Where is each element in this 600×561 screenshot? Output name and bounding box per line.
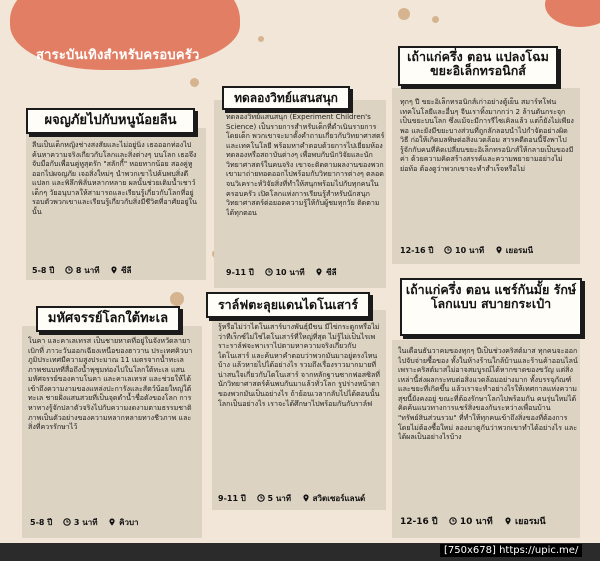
country: คิวบา: [119, 518, 139, 527]
decor-dot: [190, 78, 199, 87]
program-title: ผจญภัยไปกับหนูน้อยลีน: [26, 108, 195, 134]
program-description: ในเดือนธันวาคมของทุกๆ ปีเป็นช่วงคริสต์มาส ทุกคนจะออกไปจับจ่ายซื้อของ ทั้งในห้างร้านใกล้บ้านและร้านค้าออนไลน์ เพราะคริสต์มาสไม่อาจสมบูรณ์ได้หากขาดของขวัญ แต่สิ่งเหล่านี้ส่งผลกระทบต่อสิ่งแวดล้อมอย่างมาก ทั้งบรรจุภัณฑ์และขยะที่เกิดขึ้น แล้วเราจะทำอย่างไรให้เทศกาลแห่งความสุขนี้ยังคงอยู่ ขณะที่ต้องรักษาโลกไปพร้อมกัน คนรุ่นใหม่ได้คิดค้นแนวทางการแชร์สิ่งของกันระหว่างเพื่อนบ้าน "ทรัพย์สินส่วนรวม" ที่ทำให้ทุกคนเข้าถึงสิ่งของที่ต้องการโดยไม่ต้องซื้อใหม่ ลองมาดูกันว่าพวกเขาทำได้อย่างไร และได้ผลเป็นอย่างไรบ้าง: [398, 346, 578, 442]
program-title: มหัศจรรย์โลกใต้ทะเล: [36, 306, 180, 332]
age-range: 9-11 ปี: [226, 268, 254, 277]
age-range: 5-8 ปี: [30, 518, 53, 527]
location-pin-icon: [302, 494, 310, 502]
clock-icon: [444, 246, 452, 254]
duration: 10 นาที: [455, 246, 485, 255]
location-pin-icon: [495, 246, 503, 254]
program-title: เถ้าแก่ครึ่ง ตอน แชร์กันมั้ย รักษ์โลกแบบ สบายกระเป๋า: [400, 278, 582, 336]
age-range: 12-16 ปี: [400, 517, 438, 527]
location-pin-icon: [110, 266, 118, 274]
age-range: 5-8 ปี: [32, 266, 55, 275]
country: เยอรมนี: [505, 246, 534, 255]
program-description: ลีนเป็นเด็กหญิงช่างสงสัยและไม่อยู่นิ่ง เธอออกท่องไปค้นหาความจริงเกี่ยวกับโลกและสิ่งต่างๆ บนโลก เธอจึงจับมือกับเพื่อนคู่หูสุดรัก "สลักกี้" หอยทากน้อย สองคู่หูออกไปผจญภัย เจอสิ่งใหม่ๆ นำพวกเขาไปค้นพบสิ่งดี แปลก และพิลึกพิลั่นหลากหลาย ผลนั้นช่วยเติมน้ำเชาว์เด็กๆ วัยอนุบาลให้สามารถและเรียนรู้เกี่ยวกับโลกที่อยู่รอบตัวพวกเขาและเรียนรู้เกี่ยวกับสิ่งมีชีวิตที่อาศัยอยู่ในนั้น: [32, 140, 197, 216]
program-meta: [226, 266, 337, 279]
country: เยอรมนี: [515, 517, 546, 527]
program-title: ทดลองวิทย์แสนสนุก: [222, 86, 350, 110]
clock-icon: [65, 266, 73, 274]
location-pin-icon: [108, 518, 116, 526]
age-range: 9-11 ปี: [218, 494, 246, 503]
program-meta: [400, 244, 533, 257]
location-pin-icon: [504, 517, 512, 525]
duration: 5 นาที: [267, 494, 292, 503]
decor-dot: [170, 292, 184, 306]
country: ซีลี: [326, 268, 337, 277]
program-title: ราล์ฟตะลุยแดนไดโนเสาร์: [206, 292, 370, 318]
duration: 10 นาที: [275, 268, 305, 277]
country: ซีลี: [121, 266, 132, 275]
decor-dot: [432, 16, 439, 23]
program-description: รู้หรือไม่ว่าไดโนเสาร์บางพันธุ์มีขน มีไข่กระดูกหรือไม่ว่าทีเร็กซ์ไม่ใช่ไดโนเสาร์ที่ใหญ่ที่สุด ไม่รู้ไม่เป็นไรเพราะราล์ฟจะพาเราไปตามหาความจริงเกี่ยวกับไดโนเสาร์ และค้นหาคำตอบว่าพวกมันมาอยู่ตรงไหนบ้าง แล้วหายไปได้อย่างไร รวมถึงเรื่องราวมากมายที่น่าสนใจเกี่ยวกับไดโนเสาร์ จากหลักฐานซากฟอสซิลที่นักวิทยาศาสตร์ค้นพบกันมาแล้วทั่วโลก รูปร่างหน้าตาของพวกมันเป็นอย่างไร ถ้าย้อนเวลากลับไปได้ตอนนั้นโลกเป็นอย่างไร เราจะได้ศึกษาไปพร้อมกันกับราล์ฟ: [218, 322, 380, 408]
clock-icon: [63, 518, 71, 526]
duration: 8 นาที: [75, 266, 100, 275]
program-meta: [400, 514, 546, 528]
page-title: สาระบันเทิงสำหรับครอบครัว: [36, 48, 200, 63]
clock-icon: [265, 268, 273, 276]
program-description: ทุกๆ ปี ขยะอิเล็กทรอนิกส์เก่าอย่างตู้เย็น สมาร์ทโฟน เทคโนโลยีและอื่นๆ จีนเราทิ้งมากกว่า 2 ล้านตันกระจุกเป็นขยะบนโลก ซึ่งแม้จะมีการรีไซเคิลแล้ว แต่ก็ยังไม่เพียงพอ และยังมีขยะบางส่วนที่ถูกลักลอบนำไปกำจัดอย่างผิดวิธี ก่อให้เกิดมลพิษต่อสิ่งแวดล้อม สารคดีตอนนี้จึงพาไปรู้จักกับคนที่คิดเปลี่ยนขยะอิเล็กทรอนิกส์ให้กลายเป็นของมีค่า ด้วยความคิดสร้างสรรค์และความพยายามอย่างไม่ย่อท้อ ต้องดูว่าพวกเขาจะทำสำเร็จหรือไม่: [400, 97, 574, 173]
duration: 10 นาที: [459, 517, 493, 527]
location-pin-icon: [315, 268, 323, 276]
duration: 3 นาที: [73, 518, 98, 527]
program-meta: [218, 492, 365, 505]
decor-dot: [258, 36, 264, 42]
program-meta: [32, 264, 131, 277]
program-meta: [30, 516, 139, 529]
clock-icon: [449, 517, 457, 525]
country: สวิตเซอร์แลนด์: [312, 494, 366, 503]
program-description: ทดลองวิทย์แสนสนุก (Experiment Children's Science) เป็นรายการสำหรับเด็กที่ดำเนินรายการโดยเด็ก พวกเขาจะมาตั้งคำถามเกี่ยวกับวิทยาศาสตร์และเทคโนโลยี พร้อมหาคำตอบด้วยการไปเยี่ยมห้องทดลองหรือสถาบันต่างๆ เพื่อพบกับนักวิจัยและนักวิทยาศาสตร์ในคนจริง เขาจะติดตามผลงานของพวกเขามาถ่ายทอดออกไปพร้อมกับวิทยาการต่างๆ ตลอดจนวิเคราะห์วิจัยสิ่งที่ทำให้สนุกพร้อมไปกับทุกคนในครอบครัว เปิดโลกแห่งการเรียนรู้สำหรับนักสนุกวิทยาศาสตร์ต่อยอดความรู้ให้กับผู้ชมทุกวัย ติดตามได้ทุกตอน: [226, 112, 385, 217]
program-description: โนคา และคาเลเทรส เป็นชายหาดที่อยู่ในจังหวัดลายาเบิกที่ ภาวะวันออกเฉียงเหนือของฮาวาน ประเทศคิวบา ภูมิประเทศมีความสูงประมาณ 11 เมตรจากน้ำทะเล ภาพชนบทที่สื่อถึงน้ำพุชุมท่องไปในโลกใต้ทะเล แสนมหัศจรรย์ของคาบโนคา และคาเลเทรส และช่วยให้ได้เข้าถึงความงามของแหล่งปะการังและสัตว์น้อยใหญ่ใต้ทะเล ชายฝั่งแสนสวยที่เป็นจุดดำน้ำชื่อดังของโลก การหาทางรู้จักปลาตัวจริงไปกับความงดงามตามธรรมชาติ ภาพเป็นตัวอย่างของความหลากหลายทางชีวภาพ และสิ่งที่ควรรักษาไว้: [28, 336, 193, 432]
age-range: 12-16 ปี: [400, 246, 434, 255]
image-watermark: [750x678] https://upic.me/: [440, 544, 582, 557]
corner-blob: [545, 0, 600, 27]
decor-dot: [398, 8, 410, 20]
program-title: เถ้าแก่ครึ่ง ตอน แปลงโฉมขยะอิเล็กทรอนิกส์: [398, 46, 558, 86]
clock-icon: [257, 494, 265, 502]
